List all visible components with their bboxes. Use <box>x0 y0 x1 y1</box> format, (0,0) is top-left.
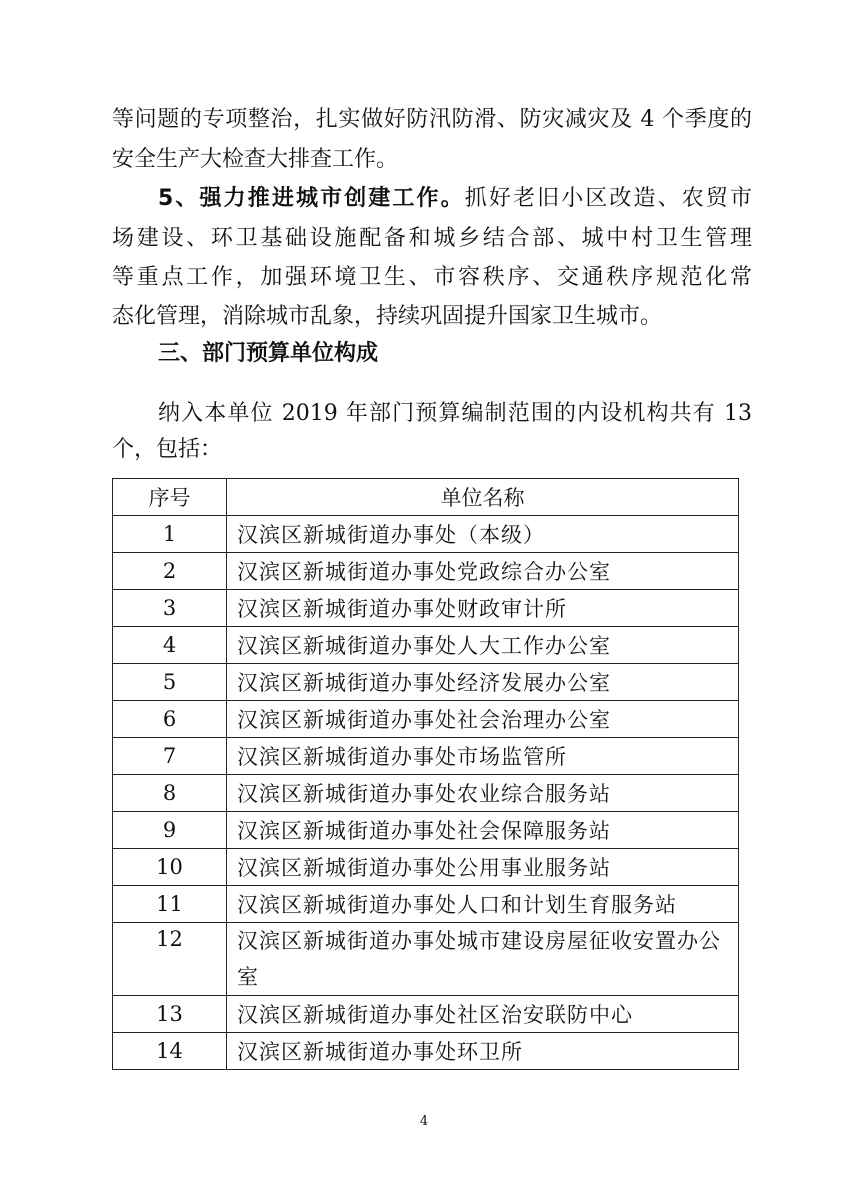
paragraph-text: 抓好老旧小区改造、农贸市 <box>464 186 752 211</box>
row-no: 6 <box>113 701 227 738</box>
row-no: 5 <box>113 664 227 701</box>
row-name: 汉滨区新城街道办事处经济发展办公室 <box>227 664 739 701</box>
page-number: 4 <box>419 1114 429 1129</box>
table-header-row <box>113 479 739 516</box>
table-row <box>113 627 739 664</box>
table-row <box>113 775 739 812</box>
row-no: 12 <box>113 923 227 996</box>
row-name: 汉滨区新城街道办事处党政综合办公室 <box>227 553 739 590</box>
table-row <box>113 886 739 923</box>
section-heading: 三、部门预算单位构成 <box>158 341 379 366</box>
row-no: 2 <box>113 553 227 590</box>
paragraph-line: 等重点工作，加强环境卫生、市容秩序、交通秩序规范化常 <box>112 265 752 290</box>
row-no: 10 <box>113 849 227 886</box>
row-name: 汉滨区新城街道办事处财政审计所 <box>227 590 739 627</box>
table-row <box>113 738 739 775</box>
table-row <box>113 849 739 886</box>
row-name: 汉滨区新城街道办事处公用事业服务站 <box>227 849 739 886</box>
row-no: 1 <box>113 516 227 553</box>
row-name: 汉滨区新城街道办事处农业综合服务站 <box>227 775 739 812</box>
paragraph-line: 等问题的专项整治，扎实做好防汛防滑、防灾减灾及 4 个季度的 <box>112 107 752 132</box>
item-heading: 5、强力推进城市创建工作。 <box>158 186 465 211</box>
table-row <box>113 664 739 701</box>
row-name: 汉滨区新城街道办事处社会治理办公室 <box>227 701 739 738</box>
header-name: 单位名称 <box>227 479 739 516</box>
header-no: 序号 <box>113 479 227 516</box>
row-no: 3 <box>113 590 227 627</box>
paragraph-line: 个，包括： <box>112 437 223 462</box>
row-no: 9 <box>113 812 227 849</box>
row-no: 4 <box>113 627 227 664</box>
table-row <box>113 590 739 627</box>
row-name: 汉滨区新城街道办事处市场监管所 <box>227 738 739 775</box>
row-name: 汉滨区新城街道办事处人大工作办公室 <box>227 627 739 664</box>
table-row <box>113 516 739 553</box>
row-name: 汉滨区新城街道办事处环卫所 <box>227 1033 739 1070</box>
table-row <box>113 996 739 1033</box>
paragraph-line: 安全生产大检查大排查工作。 <box>112 147 399 172</box>
row-no: 14 <box>113 1033 227 1070</box>
table-row <box>113 923 739 996</box>
row-no: 11 <box>113 886 227 923</box>
paragraph-line: 场建设、环卫基础设施配备和城乡结合部、城中村卫生管理 <box>112 226 752 251</box>
row-name: 汉滨区新城街道办事处城市建设房屋征收安置办公室 <box>227 923 739 996</box>
row-name: 汉滨区新城街道办事处社区治安联防中心 <box>227 996 739 1033</box>
table-row <box>113 553 739 590</box>
paragraph-line: 态化管理，消除城市乱象，持续巩固提升国家卫生城市。 <box>112 304 663 329</box>
row-name: 汉滨区新城街道办事处社会保障服务站 <box>227 812 739 849</box>
paragraph-line: 纳入本单位 2019 年部门预算编制范围的内设机构共有 13 <box>158 401 752 426</box>
row-no: 13 <box>113 996 227 1033</box>
table-row <box>113 812 739 849</box>
row-no: 7 <box>113 738 227 775</box>
row-name: 汉滨区新城街道办事处人口和计划生育服务站 <box>227 886 739 923</box>
table-row <box>113 701 739 738</box>
row-name: 汉滨区新城街道办事处（本级） <box>227 516 739 553</box>
paragraph-line <box>158 184 752 214</box>
unit-table <box>112 478 739 1070</box>
table-row <box>113 1033 739 1070</box>
row-no: 8 <box>113 775 227 812</box>
